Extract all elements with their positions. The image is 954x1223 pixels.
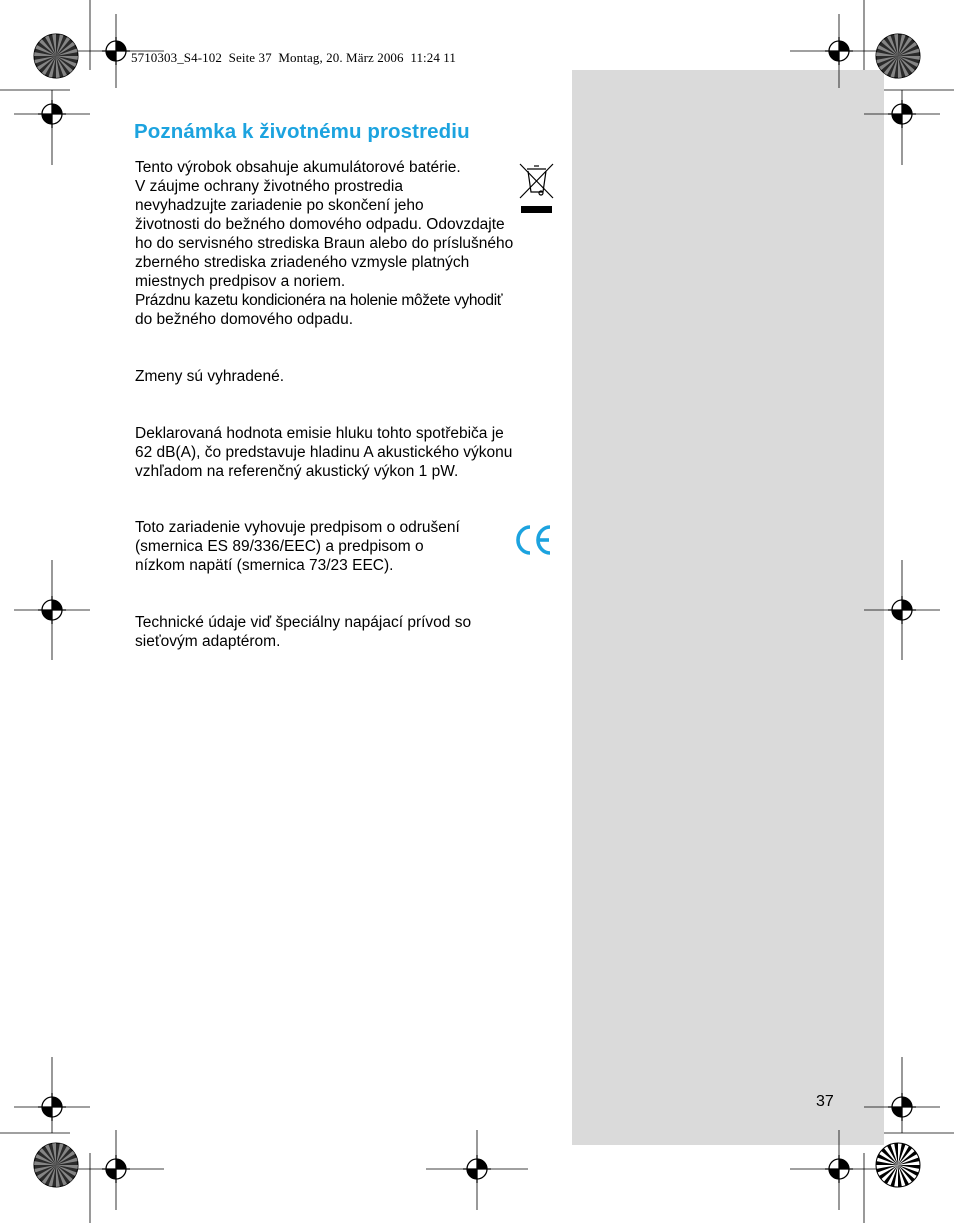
text-line: do bežného domového odpadu.	[135, 311, 354, 328]
text-line: nízkom napätí (smernica 73/23 EEC).	[135, 557, 394, 574]
text-line: životnosti do bežného domového odpadu. Odovzdajte	[135, 216, 505, 233]
text-line: Tento výrobok obsahuje akumulátorové batérie.	[135, 159, 461, 176]
starburst-target-icon	[34, 1143, 78, 1187]
text-line: Zmeny sú vyhradené.	[135, 368, 285, 385]
page-number: 37	[816, 1093, 834, 1110]
text-line: zberného strediska zriadeného vzmysle platných	[135, 254, 470, 271]
text-line: Deklarovaná hodnota emisie hluku tohto spotřebiča je	[135, 425, 504, 442]
text-line: Technické údaje viď špeciálny napájací prívod so	[135, 614, 472, 631]
starburst-target-icon	[34, 34, 78, 78]
text-line: V záujme ochrany životného prostredia	[135, 178, 403, 195]
starburst-target-icon	[876, 34, 920, 78]
text-line: sieťovým adaptérom.	[135, 633, 281, 650]
text-line: Toto zariadenie vyhovuje predpisom o odrušení	[135, 519, 460, 536]
text-line: Prázdnu kazetu kondicionéra na holenie môžete vyhodiť	[135, 292, 503, 309]
text-line: nevyhadzujte zariadenie po skončení jeho	[135, 197, 424, 214]
starburst-target-icon	[876, 1143, 920, 1187]
text-line: vzhľadom na referenčný akustický výkon 1 pW.	[135, 463, 459, 480]
text-line: (smernica ES 89/336/EEC) a predpisom o	[135, 538, 424, 555]
print-slug: 5710303_S4-102 Seite 37 Montag, 20. März 2006 11:24 11	[131, 50, 457, 65]
text-line: 62 dB(A), čo predstavuje hladinu A akustického výkonu	[135, 444, 513, 461]
section-title: Poznámka k životnému prostrediu	[134, 120, 470, 143]
text-line: miestnych predpisov a noriem.	[135, 273, 346, 290]
text-line: ho do servisného strediska Braun alebo do príslušného	[135, 235, 514, 252]
